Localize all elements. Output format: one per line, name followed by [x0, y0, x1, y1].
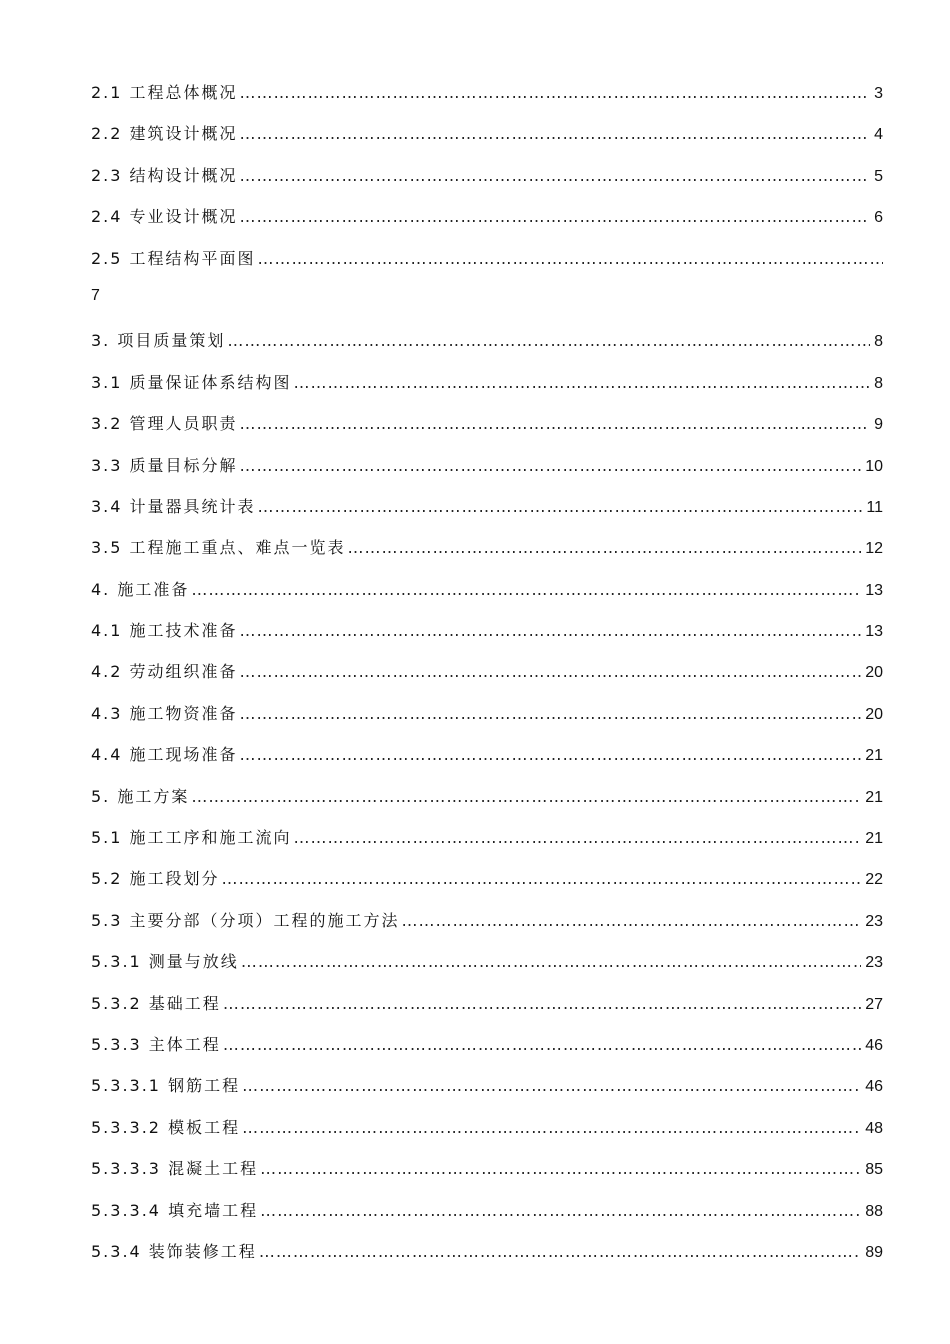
- toc-entry-title: 5.3.3 主体工程: [91, 1034, 221, 1054]
- toc-entry[interactable]: [91, 370, 883, 411]
- toc-entry-title: 2.4 专业设计概况: [91, 207, 238, 227]
- toc-entry-title: 4.2 劳动组织准备: [91, 662, 238, 682]
- toc-entry-page: 88: [865, 1202, 883, 1220]
- toc-entry-title: 5.3.1 测量与放线: [91, 952, 239, 972]
- dot-leader: [258, 497, 863, 516]
- toc-entry-page: 20: [865, 705, 883, 723]
- dot-leader: [240, 166, 871, 185]
- toc-entry-page: 48: [865, 1119, 883, 1137]
- toc-entry-continuation: [91, 287, 883, 328]
- toc-entry[interactable]: [91, 1198, 883, 1239]
- toc-entry[interactable]: [91, 328, 883, 369]
- toc-entry-title: 5.3.4 装饰装修工程: [91, 1241, 257, 1261]
- toc-entry-page: 6: [874, 209, 883, 227]
- dot-leader: [240, 207, 871, 226]
- toc-entry-title: 5.3.2 基础工程: [91, 993, 221, 1013]
- toc-entry[interactable]: [91, 453, 883, 494]
- toc-entry-page: 21: [865, 788, 883, 806]
- toc-entry-title: 2.5 工程结构平面图: [91, 248, 256, 268]
- toc-entry[interactable]: [91, 949, 883, 990]
- toc-entry-title: 3.1 质量保证体系结构图: [91, 372, 292, 392]
- toc-entry-page: 11: [866, 498, 883, 516]
- toc-entry-page: 21: [865, 830, 883, 848]
- toc-entry-title: 3. 项目质量策划: [91, 331, 226, 351]
- toc-entry-title: 2.1 工程总体概况: [91, 83, 238, 102]
- dot-leader: [258, 249, 883, 268]
- toc-entry-page-continuation: 7: [91, 286, 100, 304]
- dot-leader: [294, 373, 871, 392]
- dot-leader: [227, 331, 870, 350]
- toc-entry-title: 2.3 结构设计概况: [91, 165, 238, 185]
- dot-leader: [240, 745, 862, 764]
- toc-entry-title: 5.3.3.1 钢筋工程: [91, 1076, 241, 1096]
- toc-entry[interactable]: [91, 494, 883, 535]
- toc-entry-title: 5.1 施工工序和施工流向: [91, 828, 292, 848]
- toc-entry[interactable]: [91, 659, 883, 700]
- dot-leader: [223, 1035, 861, 1054]
- toc-entry[interactable]: [91, 1115, 883, 1156]
- toc-entry-page: 13: [865, 623, 883, 641]
- dot-leader: [402, 911, 862, 930]
- dot-leader: [241, 952, 861, 971]
- toc-entry-title: 3.2 管理人员职责: [91, 414, 238, 434]
- toc-entry[interactable]: [91, 1073, 883, 1114]
- toc-entry[interactable]: [91, 825, 883, 866]
- dot-leader: [223, 994, 861, 1013]
- table-of-contents: [91, 80, 883, 1280]
- toc-entry-page: 27: [865, 995, 883, 1013]
- dot-leader: [240, 621, 862, 640]
- toc-entry-title: 5. 施工方案: [91, 786, 190, 806]
- toc-entry-title: 4.1 施工技术准备: [91, 621, 238, 641]
- toc-entry-page: 22: [865, 871, 883, 889]
- toc-entry[interactable]: [91, 1156, 883, 1197]
- toc-entry-title: 4. 施工准备: [91, 579, 190, 599]
- dot-leader: [240, 414, 871, 433]
- toc-entry[interactable]: [91, 80, 883, 121]
- toc-entry-title: 3.4 计量器具统计表: [91, 496, 256, 516]
- toc-entry-page: 9: [874, 416, 883, 434]
- dot-leader: [242, 1118, 861, 1137]
- dot-leader: [294, 828, 862, 847]
- toc-entry[interactable]: [91, 411, 883, 452]
- toc-entry-title: 4.3 施工物资准备: [91, 703, 238, 723]
- toc-entry-page: 46: [865, 1078, 883, 1096]
- toc-entry-page: 3: [874, 85, 883, 102]
- toc-entry-title: 5.3.3.4 填充墙工程: [91, 1200, 259, 1220]
- toc-entry-page: 20: [865, 664, 883, 682]
- dot-leader: [240, 124, 871, 143]
- toc-entry[interactable]: [91, 701, 883, 742]
- toc-entry[interactable]: [91, 121, 883, 162]
- toc-entry-page: 13: [865, 581, 883, 599]
- dot-leader: [260, 1159, 861, 1178]
- toc-entry-page: 23: [865, 954, 883, 972]
- toc-entry-title: 5.3.3.2 模板工程: [91, 1117, 241, 1137]
- toc-entry[interactable]: [91, 1032, 883, 1073]
- toc-entry-title: 4.4 施工现场准备: [91, 745, 238, 765]
- toc-entry[interactable]: [91, 1239, 883, 1280]
- toc-entry-title: 5.3.3.3 混凝土工程: [91, 1159, 259, 1179]
- toc-entry-title: 3.5 工程施工重点、难点一览表: [91, 538, 346, 558]
- dot-leader: [242, 1076, 861, 1095]
- toc-entry[interactable]: [91, 246, 883, 287]
- toc-entry[interactable]: [91, 866, 883, 907]
- toc-entry[interactable]: [91, 784, 883, 825]
- toc-entry-title: 5.3 主要分部（分项）工程的施工方法: [91, 910, 400, 930]
- dot-leader: [348, 538, 862, 557]
- toc-entry[interactable]: [91, 991, 883, 1032]
- toc-entry-page: 8: [874, 333, 883, 351]
- toc-entry-page: 23: [865, 912, 883, 930]
- toc-entry-title: 5.2 施工段划分: [91, 869, 220, 889]
- dot-leader: [259, 1242, 861, 1261]
- toc-entry-title: 3.3 质量目标分解: [91, 455, 238, 475]
- toc-entry-page: 4: [874, 126, 883, 144]
- toc-entry[interactable]: [91, 618, 883, 659]
- dot-leader: [260, 1201, 861, 1220]
- toc-entry-page: 5: [874, 167, 883, 185]
- toc-entry[interactable]: [91, 577, 883, 618]
- toc-entry[interactable]: [91, 908, 883, 949]
- dot-leader: [240, 456, 862, 475]
- dot-leader: [191, 787, 861, 806]
- toc-entry-page: 21: [865, 747, 883, 765]
- dot-leader: [240, 704, 862, 723]
- dot-leader: [191, 580, 861, 599]
- toc-entry[interactable]: [91, 535, 883, 576]
- toc-entry-title: 2.2 建筑设计概况: [91, 124, 238, 144]
- dot-leader: [222, 869, 862, 888]
- toc-entry[interactable]: [91, 204, 883, 245]
- toc-entry-page: 46: [865, 1036, 883, 1054]
- toc-entry-page: 85: [865, 1161, 883, 1179]
- dot-leader: [240, 662, 862, 681]
- toc-entry-page: 8: [874, 374, 883, 392]
- toc-entry[interactable]: [91, 163, 883, 204]
- toc-entry[interactable]: [91, 742, 883, 783]
- toc-entry-page: 10: [865, 457, 883, 475]
- dot-leader: [240, 83, 871, 102]
- toc-entry-page: 12: [865, 540, 883, 558]
- toc-entry-page: 89: [865, 1243, 883, 1261]
